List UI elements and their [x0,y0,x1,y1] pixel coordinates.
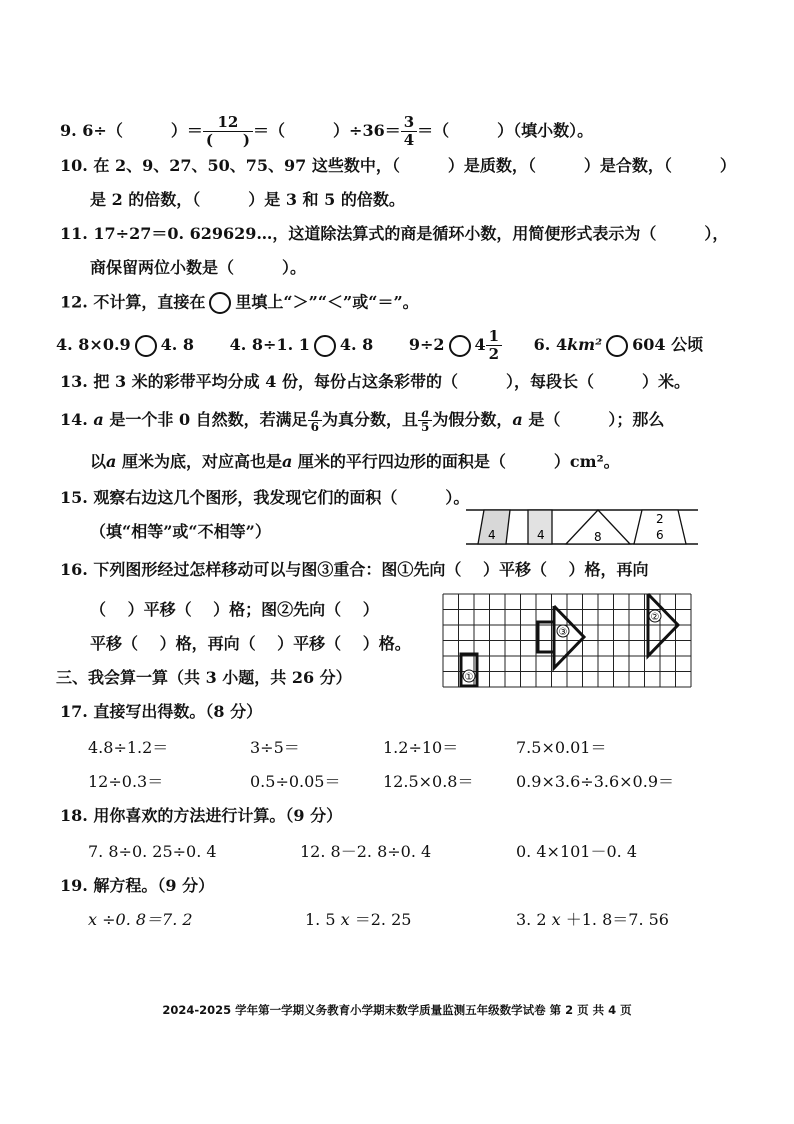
q17-item-8: 0.9×3.6÷3.6×0.9＝ [516,772,675,791]
q11-line1: 11. 17÷27＝0. 629629…，这道除法算式的商是循环小数，用简便形式表示为（ ）， [60,224,729,243]
compare-circle-icon [209,292,231,314]
q12-items: 4. 8×0.9 4. 8 4. 8÷1. 1 4. 8 9÷2 4 $\frac{1}{2}$ 6. 4km² 604 公顷 [56,327,704,363]
q17-item-1: 4.8÷1.2＝ [88,738,169,757]
q19-title: 19. 解方程。（9 分） [60,876,215,895]
figure-2-label: ② [650,612,660,623]
q18-item-1: 7. 8÷0. 25÷0. 4 [88,842,217,861]
mixed-fraction: $\frac{1}{2}$ [486,328,502,363]
q10-line1: 10. 在 2、9、27、50、75、97 这些数中，（ ）是质数，（ ）是合数，（ ） [60,156,736,175]
q13-line1: 13. 把 3 米的彩带平均分成 4 份，每份占这条彩带的（ ），每段长（ ）米。 [60,372,690,391]
shape4-bottom-label: 6 [656,528,664,542]
q19-equation-1: x ÷0. 8＝7. 2 [88,910,193,929]
q9-number: 9. [60,121,77,140]
compare-circle-2[interactable] [314,335,336,357]
figure-3-label: ③ [558,627,568,638]
q18-item-3: 0. 4×101－0. 4 [516,842,638,861]
compare-circle-1[interactable] [135,335,157,357]
figure-1-label: ① [464,672,474,683]
q12-instruction: 12. 不计算，直接在 里填上“＞”“＜”或“＝”。 [60,292,419,314]
q9-part2: ＝（ ）÷36＝ [253,121,401,140]
q17-item-5: 12÷0.3＝ [88,772,164,791]
q10-line2: 是 2 的倍数，（ ）是 3 和 5 的倍数。 [90,190,405,209]
q15-line2: （填“相等”或“不相等”） [90,522,271,541]
q14-line2: 以a 厘米为底，对应高也是a 厘米的平行四边形的面积是（ ）cm²。 [90,452,620,471]
q17-item-7: 12.5×0.8＝ [383,772,474,791]
compare-circle-4[interactable] [606,335,628,357]
q14-line1: 14. a 是一个非 0 自然数，若满足 $\frac{a}{6}$ 为真分数，且 $\frac{a}{5}$ 为假分数，a 是（ ）；那么 [60,406,665,434]
q17-item-2: 3÷5＝ [250,738,300,757]
shape2-label: 4 [537,528,545,542]
section-3-heading: 三、我会算一算（共 3 小题，共 26 分） [56,668,352,687]
q16-line1: 16. 下列图形经过怎样移动可以与图③重合：图①先向（ ）平移（ ）格，再向 [60,560,649,579]
q16-grid-figure [441,592,693,688]
q17-item-4: 7.5×0.01＝ [516,738,607,757]
q11-line2: 商保留两位小数是（ ）。 [90,258,307,277]
q9-fraction1: 12 ( ) [203,114,253,149]
q9-part3: ＝（ ）（填小数）。 [417,121,594,140]
q16-line2: （ ）平移（ ）格；图②先向（ ） [90,600,379,619]
q19-equation-2: 1. 5 x ＝2. 25 [305,910,412,929]
shape4-top-label: 2 [656,512,664,526]
q17-item-6: 0.5÷0.05＝ [250,772,341,791]
shape1-label: 4 [488,528,496,542]
q9-fraction2: $\frac{3}{4}$ [401,114,417,149]
shape3-label: 8 [594,530,602,544]
q17-title: 17. 直接写出得数。（8 分） [60,702,263,721]
page-footer: 2024-2025 学年第一学期义务教育小学期末数学质量监测五年级数学试卷 第 2 页 共 4 页 [162,1003,632,1017]
q16-line3: 平移（ ）格，再向（ ）平移（ ）格。 [90,634,411,653]
q19-equation-3: 3. 2 x ＋1. 8＝7. 56 [516,910,669,929]
q15-shapes-figure [466,508,698,546]
q9-part1: 6÷（ ）＝ [82,121,203,140]
q17-item-3: 1.2÷10＝ [383,738,459,757]
q18-title: 18. 用你喜欢的方法进行计算。（9 分） [60,806,343,825]
compare-circle-3[interactable] [449,335,471,357]
q15-line1: 15. 观察右边这几个图形，我发现它们的面积（ ）。 [60,488,470,507]
q18-item-2: 12. 8－2. 8÷0. 4 [300,842,432,861]
q9 [60,114,593,149]
